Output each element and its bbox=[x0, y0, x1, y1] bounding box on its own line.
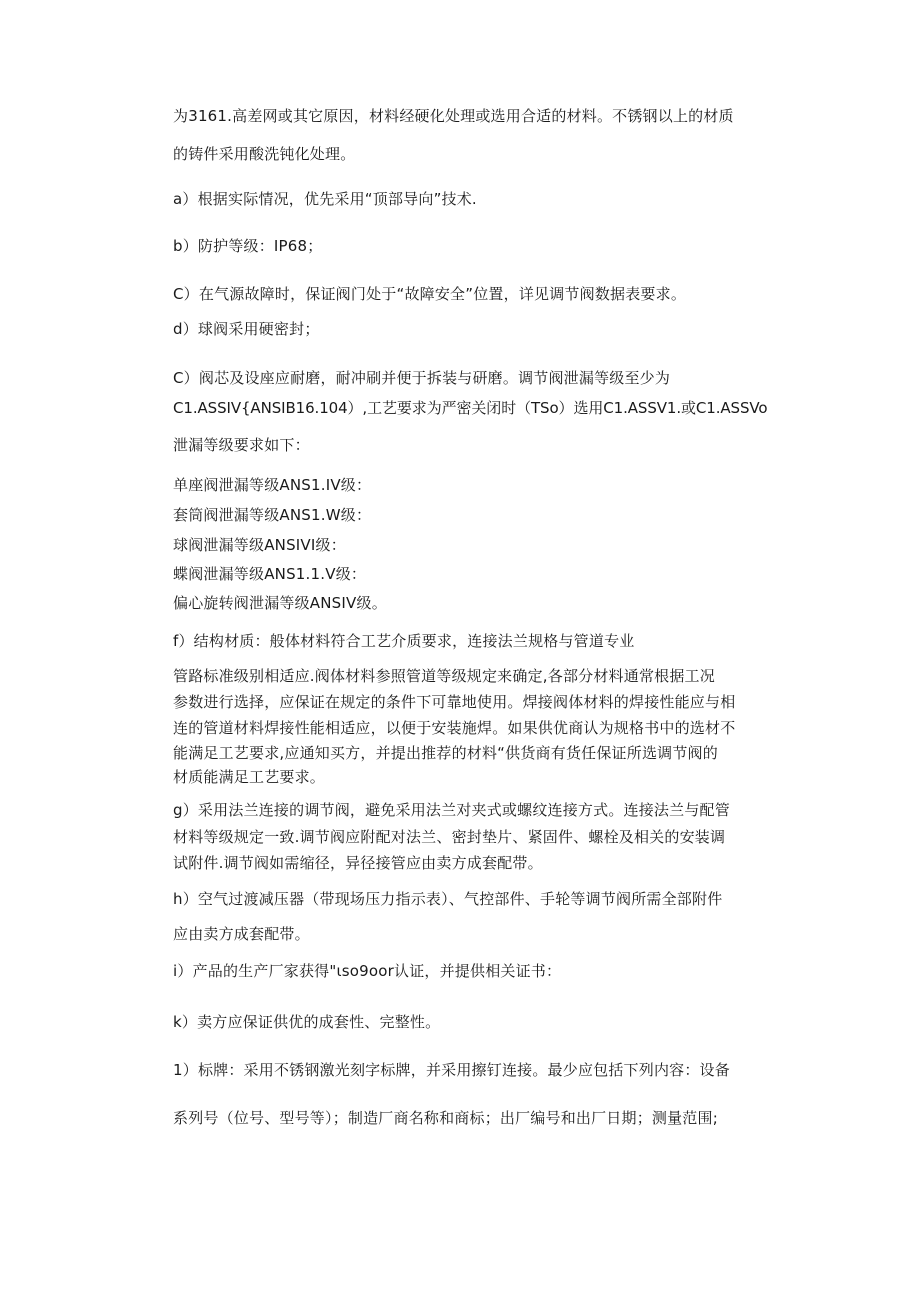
leakage-item: 套筒阀泄漏等级ANS1.W级： bbox=[173, 506, 372, 524]
list-item-i: i）产品的生产厂家获得"ιso9oor认证，并提供相关证书： bbox=[173, 962, 562, 980]
text-line: 材料等级规定一致.调节阀应附配对法兰、密封垫片、紧固件、螺栓及相关的安装调 bbox=[173, 828, 726, 846]
text-line: 连的管道材料焊接性能相适应，以便于安装施焊。如果供优商认为规格书中的选材不 bbox=[173, 719, 736, 737]
text-line: 参数进行选择，应保证在规定的条件下可靠地使用。焊接阀体材料的焊接性能应与相 bbox=[173, 693, 736, 711]
leakage-item: 单座阀泄漏等级ANS1.IV级： bbox=[173, 476, 372, 494]
text-line: 管路标准级别相适应.阀体材料参照管道等级规定来确定,各部分材料通常根据工况 bbox=[173, 667, 715, 685]
list-item-c2: C）阀芯及设座应耐磨，耐冲刷并便于拆装与研磨。调节阀泄漏等级至少为 bbox=[173, 369, 671, 387]
list-item-1: 1）标牌：采用不锈钢激光刻字标牌，并采用擦钉连接。最少应包括下列内容：设备 bbox=[173, 1061, 730, 1079]
leakage-item: 偏心旋转阀泄漏等级ANSIV级。 bbox=[173, 594, 387, 612]
text-line: C1.ASSIV{ANSIB16.104）,工艺要求为严密关闭时（TSo）选用C1.ASSV1.或C1.ASSVo bbox=[173, 399, 768, 417]
text-line: 能满足工艺要求,应通知买方，并提出推荐的材料“供货商有货任保证所选调节阀的 bbox=[173, 744, 718, 762]
list-item-g: g）采用法兰连接的调节阀，避免采用法兰对夹式或螺纹连接方式。连接法兰与配管 bbox=[173, 801, 730, 819]
list-item-b: b）防护等级：IP68； bbox=[173, 237, 323, 255]
text-line: 材质能满足工艺要求。 bbox=[173, 768, 326, 786]
list-item-k: k）卖方应保证供优的成套性、完整性。 bbox=[173, 1013, 441, 1031]
list-item-a: a）根据实际情况，优先采用“顶部导向”技术. bbox=[173, 190, 477, 208]
list-item-h: h）空气过渡减压器（带现场压力指示表）、气控部件、手轮等调节阀所需全部附件 bbox=[173, 890, 723, 908]
text-line: 试附件.调节阀如需缩径，异径接管应由卖方成套配带。 bbox=[173, 854, 543, 872]
text-line: 泄漏等级要求如下： bbox=[173, 436, 310, 454]
leakage-item: 蝶阀泄漏等级ANS1.1.V级： bbox=[173, 565, 367, 583]
text-line: 的铸件采用酸洗钝化处理。 bbox=[173, 145, 356, 163]
list-item-f: f）结构材质：般体材料符合工艺介质要求，连接法兰规格与管道专业 bbox=[173, 632, 635, 650]
text-line: 应由卖方成套配带。 bbox=[173, 925, 310, 943]
leakage-item: 球阀泄漏等级ANSIVI级： bbox=[173, 536, 346, 554]
list-item-d: d）球阀采用硬密封； bbox=[173, 320, 320, 338]
list-item-c: C）在气源故障时，保证阀门处于“故障安全”位置，详见调节阀数据表要求。 bbox=[173, 285, 687, 303]
text-line: 为3161.高差网或其它原因，材料经硬化处理或选用合适的材料。不锈钢以上的材质 bbox=[173, 107, 734, 125]
text-line: 系列号（位号、型号等）；制造厂商名称和商标；出厂编号和出厂日期；测量范围; bbox=[173, 1109, 718, 1127]
